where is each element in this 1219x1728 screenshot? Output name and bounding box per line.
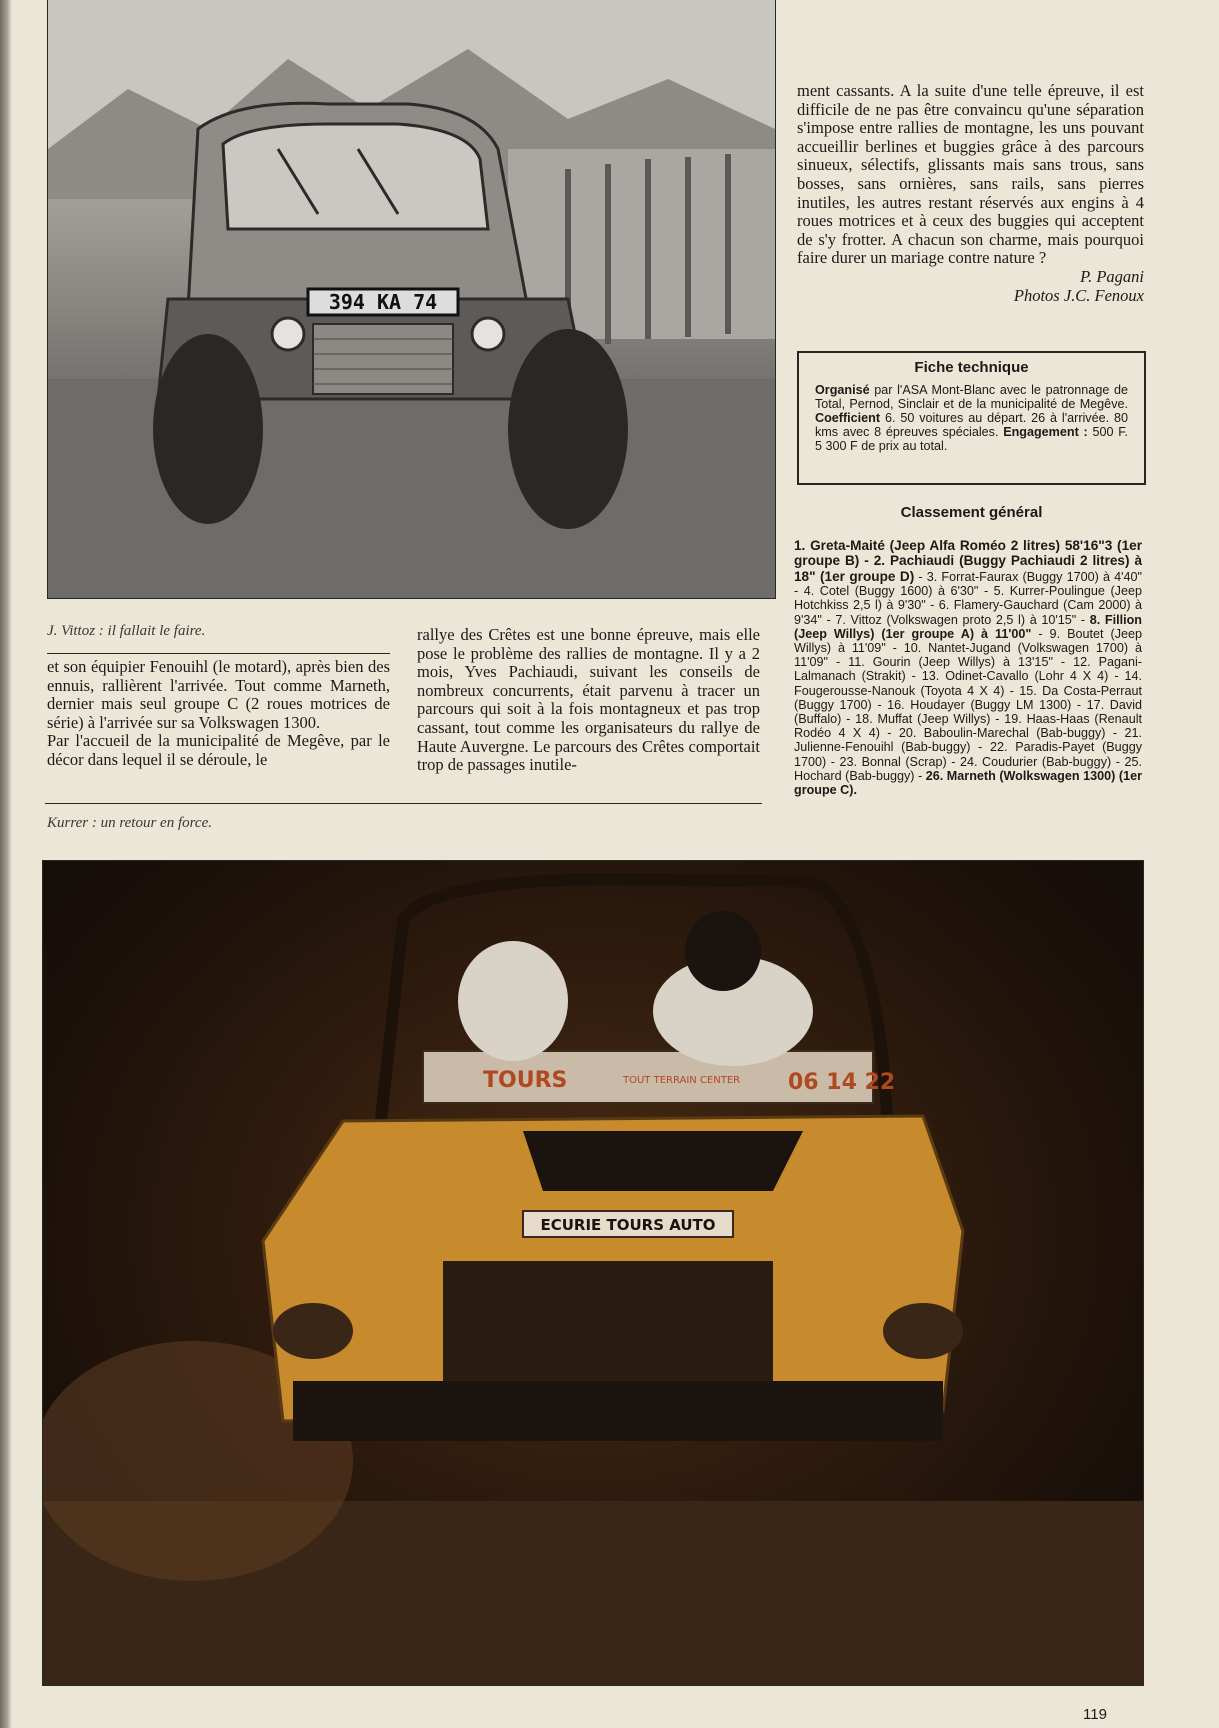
kurrer-buggy-illustration [43,861,1143,1685]
fiche-technique-box [797,351,1146,485]
bottom-photo [42,860,1144,1686]
article-left-paragraph-2: Par l'accueil de la municipalité de Megêve, par le décor dans lequel il se déroule, le [47,731,390,769]
fiche-engagement-label: Engagement : [1003,425,1088,439]
fiche-body [815,383,1128,453]
top-photo-caption: J. Vittoz : il fallait le faire. [47,623,206,639]
top-photo [47,0,776,599]
classement-lead: 1. Greta-Maité (Jeep Alfa Roméo 2 litres) 58'16"3 (1er groupe B) - 2. Pachiaudi (Buggy Pachiaudi 2 litres) à 18" (1er groupe D) [794,538,1142,584]
photos-credit: Photos J.C. Fenoux [1013,285,1144,305]
classement-eighth: 8. Fillion (Jeep Willys) (1er groupe A) à 11'00" [794,612,1142,641]
classement-list [794,538,1142,797]
classement-last: 26. Marneth (Wolkswagen 1300) (1er groupe C). [794,768,1142,798]
fiche-title: Fiche technique [914,359,1029,376]
classement-part3: - 9. Boutet (Jeep Willys) à 11'09" - 10. Nantet-Jugand (Volkswagen 1700) à 11'09" - 11. Gourin (Jeep Willys) à 13'15" - 12. Pagani-Lalmanach (Strakit) - 13. Odinet-Cavallo (Lohr 4 X 4) - 14. Fougerousse-Nanouk (Toyota 4 X 4) - 15. Da Costa-Perraut (Buggy 1700) - 16. Houdayer (Buggy LM 1300) - 17. David (Buffalo) - 18. Muffat (Jeep Willys) - 19. Haas-Haas (Renault Rodéo 4 X 4) - 20. Baboulin-Marechal (Bab-buggy) - 21. Julienne-Fenouihl (Bab-buggy) - 22. Paradis-Payet (Buggy 1700) - 23. Bonnal (Scrap) - 24. Coudurier (Bab-buggy) - 25. Hochard (Bab-buggy) - [794,626,1142,783]
windshield-left-text: TOURS [483,1068,568,1093]
fiche-organise-text: par l'ASA Mont-Blanc avec le patronnage de Total, Pernod, Sinclair et de la municipalité de Megêve. [815,383,1128,411]
page-number: 119 [1083,1706,1107,1723]
hood-label-text: ECURIE TOURS AUTO [540,1216,716,1234]
classement-part2: - 3. Forrat-Faurax (Buggy 1700) à 4'40" - 4. Cotel (Buggy 1600) à 6'30" - 5. Kurrer-Poulingue (Jeep Hotchkiss 2,5 l) à 9'30" - 6. Flamery-Gauchard (Cam 2000) à 9'34" - 7. Vittoz (Volkswagen proto 2,5 l) à 10'15" - [794,569,1142,627]
bottom-photo-caption: Kurrer : un retour en force. [47,815,212,831]
fiche-coef-text: 6. 50 voitures au départ. 26 à l'arrivée. 80 kms avec 8 épreuves spéciales. [815,411,1128,439]
article-right-paragraph: ment cassants. A la suite d'une telle épreuve, il est difficile de ne pas être convaincu qu'une séparation s'impose entre rallies de montagne, les uns pouvant accueillir berlines et buggies grâce à des parcours sinueux, sélectifs, glissants mais sans trous, sans bosses, sans ornières, sans rails, sans pierres inutiles, les autres restant réservés aux engins à 4 roues motrices et à ceux des buggies qui acceptent de s'y frotter. A chacun son charme, mais pourquoi faire durer un mariage contre nature ? [797,81,1144,268]
classement-title: Classement général [900,504,1043,521]
author-signature: P. Pagani [1080,266,1144,286]
fiche-organise-label: Organisé [815,383,870,397]
article-left-paragraph-1: et son équipier Fenouihl (le motard), après bien des ennuis, rallièrent l'arrivée. Tout comme Marneth, dernier mais seul groupe C (2 roues motrices de série) à l'arrivée sur sa Volkswagen 1300. [47,657,390,732]
license-plate-text: 394 KA 74 [328,290,438,314]
article-middle-column [417,626,760,775]
article-right-column-top [797,82,1144,305]
middle-bottom-rule [45,803,762,804]
fiche-coef-label: Coefficient [815,411,881,425]
fiche-engagement-text: 500 F. 5 300 F de prix au total. [815,425,1128,453]
vittoz-car-illustration [48,0,775,598]
windshield-right-text: 06 14 22 [788,1070,896,1095]
article-left-column [47,658,390,770]
page-binding-edge [0,0,12,1728]
caption-rule-left [47,653,390,654]
windshield-center-text: TOUT TERRAIN CENTER [623,1075,741,1086]
article-middle-paragraph: rallye des Crêtes est une bonne épreuve, mais elle pose le problème des rallies de montagne. Il y a 2 mois, Yves Pachiaudi, suivant les conseils de nombreux concurrents, était parvenu à tracer un parcours qui soit à la fois montagneux et pas trop cassant, tout comme les organisateurs du rallye de Haute Auvergne. Le parcours des Crêtes comportait trop de passages inutile- [417,625,760,775]
